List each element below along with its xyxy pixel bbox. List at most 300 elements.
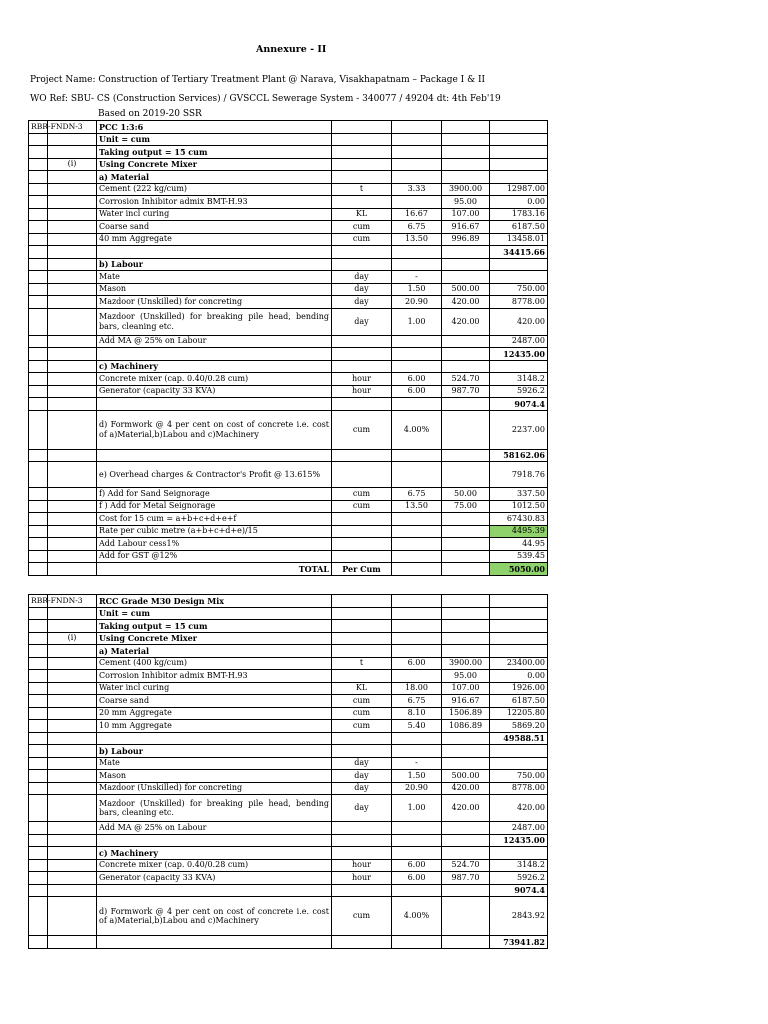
quantity-cell — [392, 632, 442, 645]
sub-item-cell — [48, 550, 97, 563]
table-row — [29, 258, 548, 271]
rate-cell — [442, 121, 490, 134]
sub-item-cell — [48, 872, 97, 885]
quantity-cell — [392, 525, 442, 538]
amount-cell: 1926.00 — [490, 682, 548, 695]
amount-cell — [490, 757, 548, 770]
sub-item-cell — [48, 171, 97, 184]
rate-cell — [442, 595, 490, 608]
unit-cell: day — [332, 283, 392, 296]
sub-item-cell — [48, 695, 97, 708]
sub-item-cell — [48, 847, 97, 860]
table-row — [29, 847, 548, 860]
unit-cell: t — [332, 183, 392, 196]
amount-cell: 12205.80 — [490, 707, 548, 720]
unit-cell — [332, 607, 392, 620]
total-label-cell: TOTAL — [97, 563, 332, 576]
description-cell — [97, 884, 332, 897]
unit-cell — [332, 133, 392, 146]
amount-cell — [490, 645, 548, 658]
rate-cell: 95.00 — [442, 670, 490, 683]
item-code-cell — [29, 670, 48, 683]
amount-cell: 8778.00 — [490, 782, 548, 795]
table-row — [29, 373, 548, 386]
amount-cell: 13458.01 — [490, 233, 548, 246]
item-code-cell — [29, 513, 48, 526]
item-code-cell — [29, 632, 48, 645]
description-cell: a) Material — [97, 645, 332, 658]
quantity-cell: 6.00 — [392, 385, 442, 398]
table-row — [29, 449, 548, 462]
amount-cell — [490, 595, 548, 608]
unit-cell — [332, 348, 392, 361]
table-row — [29, 146, 548, 159]
amount-cell: 12435.00 — [490, 834, 548, 847]
table-row — [29, 538, 548, 551]
item-code-cell — [29, 936, 48, 949]
description-cell: Corrosion Inhibitor admix BMT-H.93 — [97, 670, 332, 683]
table-row — [29, 682, 548, 695]
quantity-cell — [392, 563, 442, 576]
unit-cell — [332, 538, 392, 551]
rate-cell — [442, 936, 490, 949]
unit-cell — [332, 822, 392, 835]
quantity-cell — [392, 847, 442, 860]
rate-cell — [442, 538, 490, 551]
description-cell: Add for GST @12% — [97, 550, 332, 563]
sub-item-cell — [48, 897, 97, 936]
table-row — [29, 563, 548, 576]
quantity-cell: 6.75 — [392, 488, 442, 501]
description-cell: Unit = cum — [97, 133, 332, 146]
rate-cell: 50.00 — [442, 488, 490, 501]
sub-item-cell — [48, 308, 97, 335]
quantity-cell: 13.50 — [392, 233, 442, 246]
description-cell: Coarse sand — [97, 695, 332, 708]
unit-cell — [332, 258, 392, 271]
table-row — [29, 645, 548, 658]
sub-item-cell — [48, 745, 97, 758]
amount-cell: 3148.2 — [490, 859, 548, 872]
sub-item-cell — [48, 385, 97, 398]
sub-item-cell — [48, 488, 97, 501]
table-row — [29, 462, 548, 488]
rate-cell — [442, 757, 490, 770]
rate-cell: 420.00 — [442, 782, 490, 795]
description-cell — [97, 732, 332, 745]
unit-cell: cum — [332, 410, 392, 449]
amount-cell: 1783.16 — [490, 208, 548, 221]
rate-cell: 500.00 — [442, 283, 490, 296]
rate-analysis-table-pcc — [28, 120, 548, 576]
table-row — [29, 171, 548, 184]
project-name: Project Name: Construction of Tertiary Treatment Plant @ Narava, Visakhapatnam – Package I & II — [30, 75, 486, 85]
table-row — [29, 360, 548, 373]
rate-cell — [442, 171, 490, 184]
table-row — [29, 296, 548, 309]
rate-cell: 75.00 — [442, 500, 490, 513]
amount-cell — [490, 360, 548, 373]
sub-item-cell — [48, 720, 97, 733]
table-row — [29, 782, 548, 795]
table-row — [29, 770, 548, 783]
amount-cell: 2487.00 — [490, 335, 548, 348]
quantity-cell — [392, 335, 442, 348]
unit-cell: cum — [332, 500, 392, 513]
sub-item-cell — [48, 183, 97, 196]
description-cell: Taking output = 15 cum — [97, 146, 332, 159]
sub-item-cell — [48, 770, 97, 783]
item-code-cell — [29, 707, 48, 720]
description-cell: 10 mm Aggregate — [97, 720, 332, 733]
quantity-cell — [392, 258, 442, 271]
description-cell: f) Add for Sand Seignorage — [97, 488, 332, 501]
description-cell: e) Overhead charges & Contractor's Profit @ 13.615% — [97, 462, 332, 488]
unit-cell: hour — [332, 872, 392, 885]
description-cell: Concrete mixer (cap. 0.40/0.28 cum) — [97, 373, 332, 386]
unit-cell — [332, 936, 392, 949]
table-row — [29, 335, 548, 348]
sub-item-cell — [48, 133, 97, 146]
sub-item-cell — [48, 246, 97, 259]
amount-cell: 750.00 — [490, 283, 548, 296]
amount-cell — [490, 146, 548, 159]
item-code-cell — [29, 488, 48, 501]
item-code-cell — [29, 550, 48, 563]
item-code-cell — [29, 335, 48, 348]
item-code-cell — [29, 500, 48, 513]
unit-cell — [332, 595, 392, 608]
item-code-cell — [29, 246, 48, 259]
description-cell: c) Machinery — [97, 847, 332, 860]
sub-item-cell — [48, 757, 97, 770]
amount-cell: 0.00 — [490, 670, 548, 683]
description-cell — [97, 246, 332, 259]
amount-cell: 8778.00 — [490, 296, 548, 309]
sub-item-cell — [48, 283, 97, 296]
item-code-cell — [29, 645, 48, 658]
sub-item-cell: (i) — [48, 632, 97, 645]
table-row — [29, 550, 548, 563]
sub-item-cell — [48, 258, 97, 271]
description-cell: f ) Add for Metal Seignorage — [97, 500, 332, 513]
unit-cell — [332, 745, 392, 758]
table-row — [29, 657, 548, 670]
table-row — [29, 607, 548, 620]
sub-item-cell — [48, 538, 97, 551]
table-row — [29, 707, 548, 720]
item-code-cell — [29, 872, 48, 885]
sub-item-cell — [48, 834, 97, 847]
sub-item-cell — [48, 782, 97, 795]
unit-cell — [332, 462, 392, 488]
rate-cell: 95.00 — [442, 196, 490, 209]
sub-item-cell — [48, 670, 97, 683]
rate-cell — [442, 258, 490, 271]
quantity-cell — [392, 595, 442, 608]
description-cell: b) Labour — [97, 258, 332, 271]
description-cell: Mazdoor (Unskilled) for concreting — [97, 296, 332, 309]
rate-cell — [442, 525, 490, 538]
amount-cell: 750.00 — [490, 770, 548, 783]
rate-cell: 1086.89 — [442, 720, 490, 733]
unit-cell: cum — [332, 221, 392, 234]
sub-item-cell — [48, 233, 97, 246]
rate-cell: 3900.00 — [442, 657, 490, 670]
rate-cell — [442, 645, 490, 658]
sub-item-cell — [48, 146, 97, 159]
item-code-cell — [29, 258, 48, 271]
sub-item-cell — [48, 335, 97, 348]
unit-cell: day — [332, 795, 392, 822]
table-row — [29, 720, 548, 733]
quantity-cell — [392, 620, 442, 633]
table-row — [29, 246, 548, 259]
quantity-cell: 13.50 — [392, 500, 442, 513]
item-code-cell — [29, 360, 48, 373]
rate-cell — [442, 360, 490, 373]
unit-cell — [332, 834, 392, 847]
unit-cell: KL — [332, 682, 392, 695]
item-code-cell — [29, 682, 48, 695]
quantity-cell — [392, 550, 442, 563]
quantity-cell: 6.00 — [392, 872, 442, 885]
unit-cell — [332, 513, 392, 526]
description-cell: Using Concrete Mixer — [97, 158, 332, 171]
amount-cell: 6187.50 — [490, 695, 548, 708]
rate-cell — [442, 271, 490, 284]
item-code-cell — [29, 233, 48, 246]
description-cell: Concrete mixer (cap. 0.40/0.28 cum) — [97, 859, 332, 872]
item-code-cell — [29, 146, 48, 159]
amount-cell: 5050.00 — [490, 563, 548, 576]
item-code-cell — [29, 158, 48, 171]
amount-cell: 4495.39 — [490, 525, 548, 538]
amount-cell: 67430.83 — [490, 513, 548, 526]
quantity-cell — [392, 121, 442, 134]
unit-cell — [332, 398, 392, 411]
table-row — [29, 595, 548, 608]
description-cell: c) Machinery — [97, 360, 332, 373]
table-row — [29, 732, 548, 745]
quantity-cell: 4.00% — [392, 897, 442, 936]
amount-cell — [490, 607, 548, 620]
rate-cell — [442, 398, 490, 411]
quantity-cell: - — [392, 271, 442, 284]
item-code-cell — [29, 720, 48, 733]
quantity-cell: 6.00 — [392, 657, 442, 670]
quantity-cell: 6.75 — [392, 695, 442, 708]
sub-item-cell — [48, 657, 97, 670]
description-cell: Add MA @ 25% on Labour — [97, 822, 332, 835]
unit-cell: cum — [332, 488, 392, 501]
unit-cell: cum — [332, 897, 392, 936]
table-row — [29, 757, 548, 770]
quantity-cell: 20.90 — [392, 782, 442, 795]
rate-cell — [442, 462, 490, 488]
item-code-cell: RBR-FNDN-3 — [29, 121, 48, 134]
description-cell: Mate — [97, 757, 332, 770]
quantity-cell: - — [392, 757, 442, 770]
amount-cell: 3148.2 — [490, 373, 548, 386]
amount-cell: 420.00 — [490, 795, 548, 822]
amount-cell — [490, 271, 548, 284]
unit-cell — [332, 847, 392, 860]
sub-item-cell — [48, 449, 97, 462]
unit-cell: day — [332, 770, 392, 783]
amount-cell: 1012.50 — [490, 500, 548, 513]
amount-cell: 9074.4 — [490, 398, 548, 411]
description-cell: Mason — [97, 770, 332, 783]
amount-cell: 337.50 — [490, 488, 548, 501]
unit-cell — [332, 620, 392, 633]
unit-cell: cum — [332, 695, 392, 708]
amount-cell: 5926.2 — [490, 872, 548, 885]
quantity-cell: 3.33 — [392, 183, 442, 196]
rate-cell — [442, 897, 490, 936]
unit-cell — [332, 335, 392, 348]
unit-cell: t — [332, 657, 392, 670]
unit-cell — [332, 246, 392, 259]
item-code-cell — [29, 398, 48, 411]
item-code-cell — [29, 373, 48, 386]
sub-item-cell — [48, 500, 97, 513]
description-cell: Mazdoor (Unskilled) for breaking pile head, bending bars, cleaning etc. — [97, 308, 332, 335]
sub-item-cell — [48, 513, 97, 526]
table-row — [29, 348, 548, 361]
amount-cell — [490, 847, 548, 860]
amount-cell: 539.45 — [490, 550, 548, 563]
description-cell: Mazdoor (Unskilled) for breaking pile head, bending bars, cleaning etc. — [97, 795, 332, 822]
sub-item-cell — [48, 271, 97, 284]
item-code-cell — [29, 884, 48, 897]
table-row — [29, 632, 548, 645]
rate-cell — [442, 513, 490, 526]
sub-item-cell — [48, 462, 97, 488]
table-row — [29, 872, 548, 885]
rate-cell: 1506.89 — [442, 707, 490, 720]
sub-item-cell — [48, 296, 97, 309]
amount-cell: 2487.00 — [490, 822, 548, 835]
item-code-cell — [29, 449, 48, 462]
quantity-cell: 6.00 — [392, 859, 442, 872]
table-row — [29, 158, 548, 171]
sub-item-cell — [48, 620, 97, 633]
item-code-cell — [29, 770, 48, 783]
quantity-cell: 1.50 — [392, 770, 442, 783]
description-cell: Cement (400 kg/cum) — [97, 657, 332, 670]
description-cell: Mason — [97, 283, 332, 296]
quantity-cell: 1.50 — [392, 283, 442, 296]
sub-item-cell — [48, 398, 97, 411]
sub-item-cell — [48, 859, 97, 872]
quantity-cell — [392, 158, 442, 171]
description-cell: Water incl curing — [97, 682, 332, 695]
description-cell: Taking output = 15 cum — [97, 620, 332, 633]
quantity-cell: 6.00 — [392, 373, 442, 386]
quantity-cell — [392, 538, 442, 551]
description-cell: b) Labour — [97, 745, 332, 758]
description-cell: Coarse sand — [97, 221, 332, 234]
unit-cell — [332, 550, 392, 563]
table-row — [29, 283, 548, 296]
description-cell: Mazdoor (Unskilled) for concreting — [97, 782, 332, 795]
description-cell — [97, 834, 332, 847]
unit-cell: day — [332, 308, 392, 335]
rate-cell — [442, 620, 490, 633]
sub-item-cell — [48, 707, 97, 720]
description-cell: Water incl curing — [97, 208, 332, 221]
item-code-cell — [29, 462, 48, 488]
quantity-cell — [392, 462, 442, 488]
rate-cell: 987.70 — [442, 872, 490, 885]
amount-cell: 23400.00 — [490, 657, 548, 670]
table-row — [29, 525, 548, 538]
sub-item-cell — [48, 563, 97, 576]
item-code-cell — [29, 283, 48, 296]
description-cell — [97, 449, 332, 462]
table-row — [29, 822, 548, 835]
quantity-cell: 1.00 — [392, 308, 442, 335]
amount-cell: 34415.66 — [490, 246, 548, 259]
rate-cell — [442, 834, 490, 847]
unit-cell: day — [332, 782, 392, 795]
description-cell: RCC Grade M30 Design Mix — [97, 595, 332, 608]
sub-item-cell — [48, 525, 97, 538]
table-row — [29, 385, 548, 398]
unit-cell: day — [332, 271, 392, 284]
item-code-cell — [29, 171, 48, 184]
rate-cell: 996.89 — [442, 233, 490, 246]
amount-cell: 2843.92 — [490, 897, 548, 936]
table-row — [29, 795, 548, 822]
table-row — [29, 513, 548, 526]
unit-cell — [332, 158, 392, 171]
amount-cell — [490, 121, 548, 134]
unit-cell — [332, 884, 392, 897]
item-code-cell — [29, 757, 48, 770]
table-row — [29, 500, 548, 513]
amount-cell: 6187.50 — [490, 221, 548, 234]
unit-cell — [332, 146, 392, 159]
wo-reference: WO Ref: SBU- CS (Construction Services) / GVSCCL Sewerage System - 340077 / 49204 dt: 4th Feb'19 — [30, 94, 501, 104]
sub-item-cell — [48, 360, 97, 373]
table-row — [29, 670, 548, 683]
sub-item-cell — [48, 208, 97, 221]
table-row — [29, 745, 548, 758]
unit-cell — [332, 360, 392, 373]
description-cell: 20 mm Aggregate — [97, 707, 332, 720]
rate-cell — [442, 246, 490, 259]
description-cell: Generator (capacity 33 KVA) — [97, 872, 332, 885]
quantity-cell — [392, 171, 442, 184]
description-cell: d) Formwork @ 4 per cent on cost of concrete i.e. cost of a)Material,b)Labou and c)Machinery — [97, 410, 332, 449]
description-cell: Add MA @ 25% on Labour — [97, 335, 332, 348]
sub-item-cell — [48, 607, 97, 620]
amount-cell: 58162.06 — [490, 449, 548, 462]
unit-cell: cum — [332, 720, 392, 733]
unit-cell — [332, 196, 392, 209]
table-row — [29, 897, 548, 936]
sub-item-cell — [48, 732, 97, 745]
table-row — [29, 308, 548, 335]
amount-cell: 0.00 — [490, 196, 548, 209]
quantity-cell — [392, 398, 442, 411]
rate-cell — [442, 133, 490, 146]
amount-cell — [490, 632, 548, 645]
item-code-cell — [29, 607, 48, 620]
unit-cell — [332, 632, 392, 645]
